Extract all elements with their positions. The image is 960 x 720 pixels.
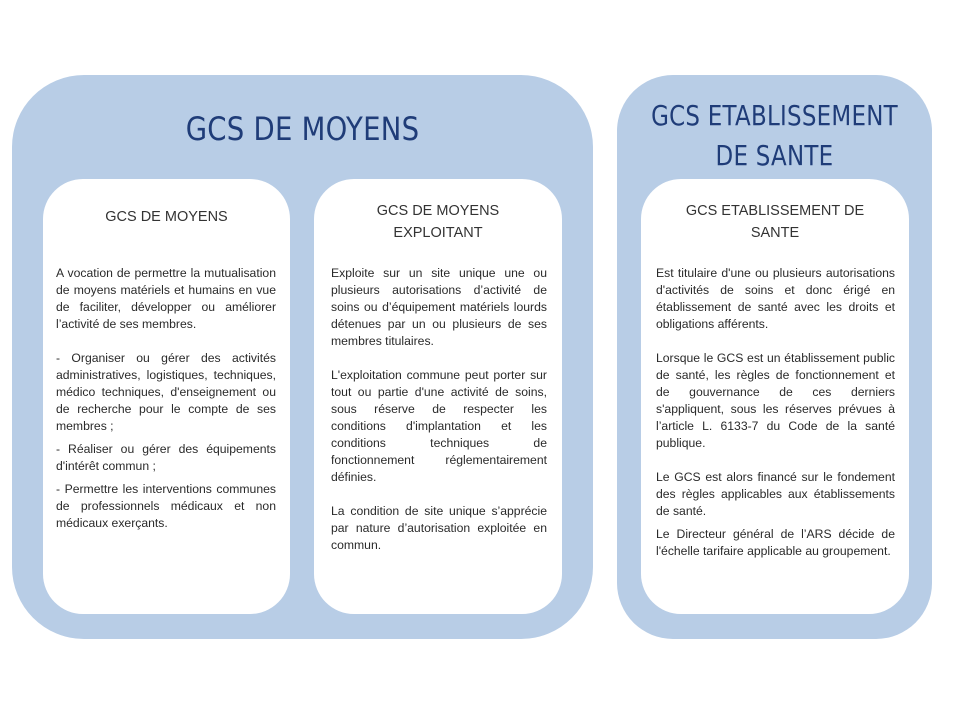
section-title-line2: DE SANTE [715, 139, 834, 172]
section-title-line1: GCS ETABLISSEMENT [651, 99, 898, 132]
card-paragraph: La condition de site unique s’apprécie par nature d’autorisation exploitée en commun. [331, 504, 547, 552]
card-gcs-moyens-exploitant [314, 179, 562, 614]
card-paragraph: - Réaliser ou gérer des équipements d'intérêt commun ; [56, 442, 276, 473]
card-body [56, 265, 276, 532]
section-title-gcs-etablissement [645, 96, 903, 176]
card-paragraph: A vocation de permettre la mutualisation de moyens matériels et humains en vue de faciliter, développer ou améliorer l’activité de ses membres. [56, 266, 276, 331]
card-title [641, 200, 909, 244]
card-paragraph: Le Directeur général de l’ARS décide de l'échelle tarifaire applicable au groupement. [656, 527, 895, 558]
card-title-line2: EXPLOITANT [393, 225, 483, 241]
card-gcs-moyens [43, 179, 290, 614]
card-paragraph: Exploite sur un site unique une ou plusieurs autorisations d’activité de soins ou d’équipement matériels lourds détenues par un ou plusieurs de ses membres titulaires. [331, 266, 547, 348]
card-title [314, 200, 562, 244]
card-title-line1: GCS DE MOYENS [376, 203, 500, 219]
card-paragraph: - Organiser ou gérer des activités administratives, logistiques, techniques, médico techniques, d'enseignement ou de recherche pour le compte de ses membres ; [56, 351, 276, 433]
card-title-line1: GCS ETABLISSEMENT DE [685, 203, 865, 219]
card-title-line2: SANTE [750, 225, 800, 241]
card-title-line1: GCS DE MOYENS [105, 209, 228, 225]
card-paragraph: L'exploitation commune peut porter sur tout ou partie d'une activité de soins, sous réserve de respecter les conditions d'implantation et les conditions techniques de fonctionnement réglementairement définies. [331, 368, 547, 484]
card-paragraph: Lorsque le GCS est un établissement public de santé, les règles de fonctionnement et de gouvernance de ces derniers s'appliquent, sous les réserves prévues à l’article L. 6133-7 du Code de la santé publique. [656, 351, 895, 450]
section-title-gcs-moyens: GCS DE MOYENS [185, 110, 420, 148]
card-gcs-etablissement-sante [641, 179, 909, 614]
card-body [331, 265, 547, 554]
card-paragraph: Est titulaire d'une ou plusieurs autorisations d'activités de soins et donc érigé en établissement de santé avec les droits et obligations afférents. [656, 266, 895, 331]
card-body [656, 265, 895, 560]
card-paragraph: Le GCS est alors financé sur le fondement des règles applicables aux établissements de santé. [656, 470, 895, 518]
card-paragraph: - Permettre les interventions communes de professionnels médicaux et non médicaux exerçants. [56, 482, 276, 530]
card-title [43, 206, 290, 228]
